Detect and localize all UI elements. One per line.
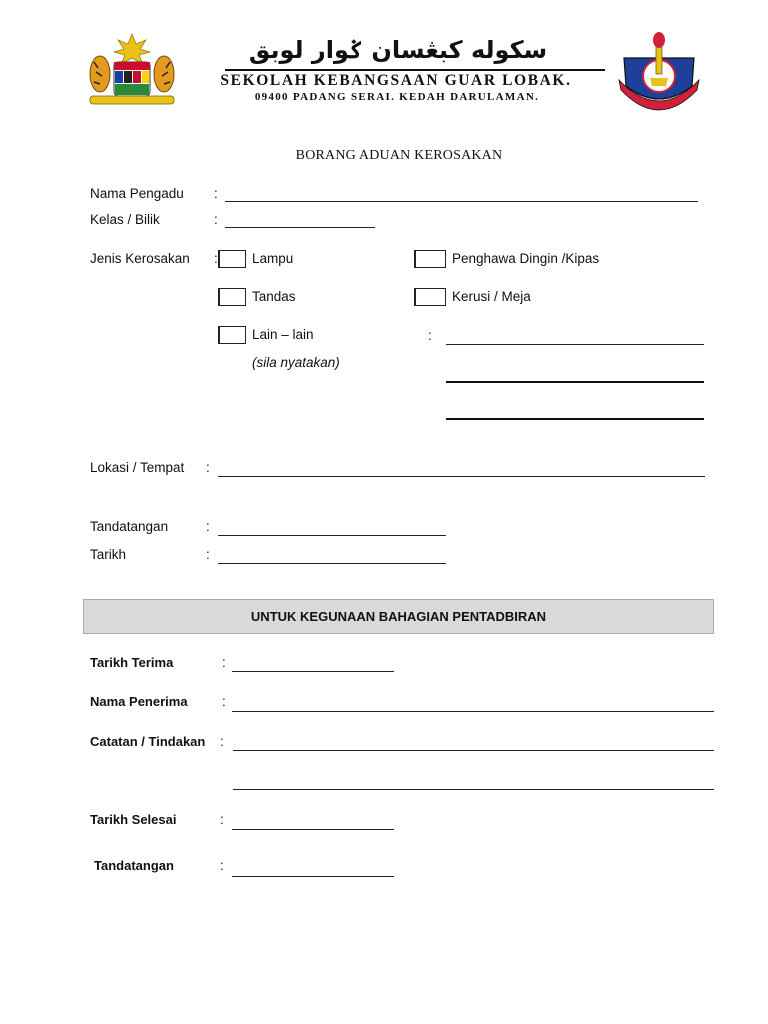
nama-penerima-field[interactable] bbox=[232, 711, 714, 712]
tandatangan-label: Tandatangan bbox=[90, 519, 169, 534]
admin-section-heading: UNTUK KEGUNAAN BAHAGIAN PENTADBIRAN bbox=[83, 599, 714, 634]
colon: : bbox=[220, 734, 224, 749]
tandatangan-field[interactable] bbox=[218, 535, 446, 536]
kerusi-checkbox[interactable] bbox=[414, 288, 446, 306]
colon: : bbox=[206, 519, 210, 534]
nama-pengadu-label: Nama Pengadu bbox=[90, 186, 184, 201]
colon: : bbox=[214, 251, 218, 266]
colon: : bbox=[206, 460, 210, 475]
lampu-label: Lampu bbox=[252, 251, 294, 266]
lain-field-3[interactable] bbox=[446, 418, 704, 420]
lokasi-label: Lokasi / Tempat bbox=[90, 460, 185, 475]
school-address: 09400 PADANG SERAI. KEDAH DARULAMAN. bbox=[254, 91, 540, 103]
admin-tandatangan-label: Tandatangan bbox=[94, 858, 174, 873]
tarikh-selesai-field[interactable] bbox=[232, 829, 394, 830]
colon: : bbox=[222, 694, 226, 709]
jenis-kerosakan-label: Jenis Kerosakan bbox=[90, 251, 190, 266]
kelas-bilik-label: Kelas / Bilik bbox=[90, 212, 160, 227]
school-name: SEKOLAH KEBANGSAAN GUAR LOBAK. bbox=[220, 72, 572, 89]
catatan-field-1[interactable] bbox=[233, 750, 714, 751]
tandas-checkbox[interactable] bbox=[218, 288, 246, 306]
catatan-field-2[interactable] bbox=[233, 789, 714, 790]
nama-penerima-label: Nama Penerima bbox=[90, 694, 188, 709]
nama-pengadu-field[interactable] bbox=[225, 201, 698, 202]
lain-field-2[interactable] bbox=[446, 381, 704, 383]
malaysia-coat-of-arms-icon bbox=[86, 32, 178, 108]
penghawa-label: Penghawa Dingin /Kipas bbox=[452, 251, 600, 266]
tarikh-selesai-label: Tarikh Selesai bbox=[90, 812, 177, 827]
tarikh-terima-label: Tarikh Terima bbox=[90, 655, 174, 670]
lokasi-field[interactable] bbox=[218, 476, 705, 477]
admin-tandatangan-field[interactable] bbox=[232, 876, 394, 877]
colon: : bbox=[428, 328, 432, 343]
school-name-underline bbox=[225, 69, 605, 71]
colon: : bbox=[220, 812, 224, 827]
lain-checkbox[interactable] bbox=[218, 326, 246, 344]
catatan-label: Catatan / Tindakan bbox=[90, 734, 206, 749]
school-name-jawi: سكوله كبڠسان ݢوار لوبق bbox=[248, 36, 548, 64]
colon: : bbox=[220, 858, 224, 873]
tarikh-label: Tarikh bbox=[90, 547, 127, 562]
school-badge-icon bbox=[614, 30, 704, 112]
lain-label: Lain – lain bbox=[252, 327, 314, 342]
tarikh-terima-field[interactable] bbox=[232, 671, 394, 672]
tandas-label: Tandas bbox=[252, 289, 296, 304]
form-title: BORANG ADUAN KEROSAKAN bbox=[295, 148, 503, 163]
colon: : bbox=[206, 547, 210, 562]
colon: : bbox=[214, 212, 218, 227]
tarikh-field[interactable] bbox=[218, 563, 446, 564]
sila-nyatakan-hint: (sila nyatakan) bbox=[252, 355, 340, 370]
colon: : bbox=[222, 655, 226, 670]
penghawa-checkbox[interactable] bbox=[414, 250, 446, 268]
lain-field-1[interactable] bbox=[446, 344, 704, 345]
kerusi-label: Kerusi / Meja bbox=[452, 289, 531, 304]
lampu-checkbox[interactable] bbox=[218, 250, 246, 268]
colon: : bbox=[214, 186, 218, 201]
kelas-bilik-field[interactable] bbox=[225, 227, 375, 228]
